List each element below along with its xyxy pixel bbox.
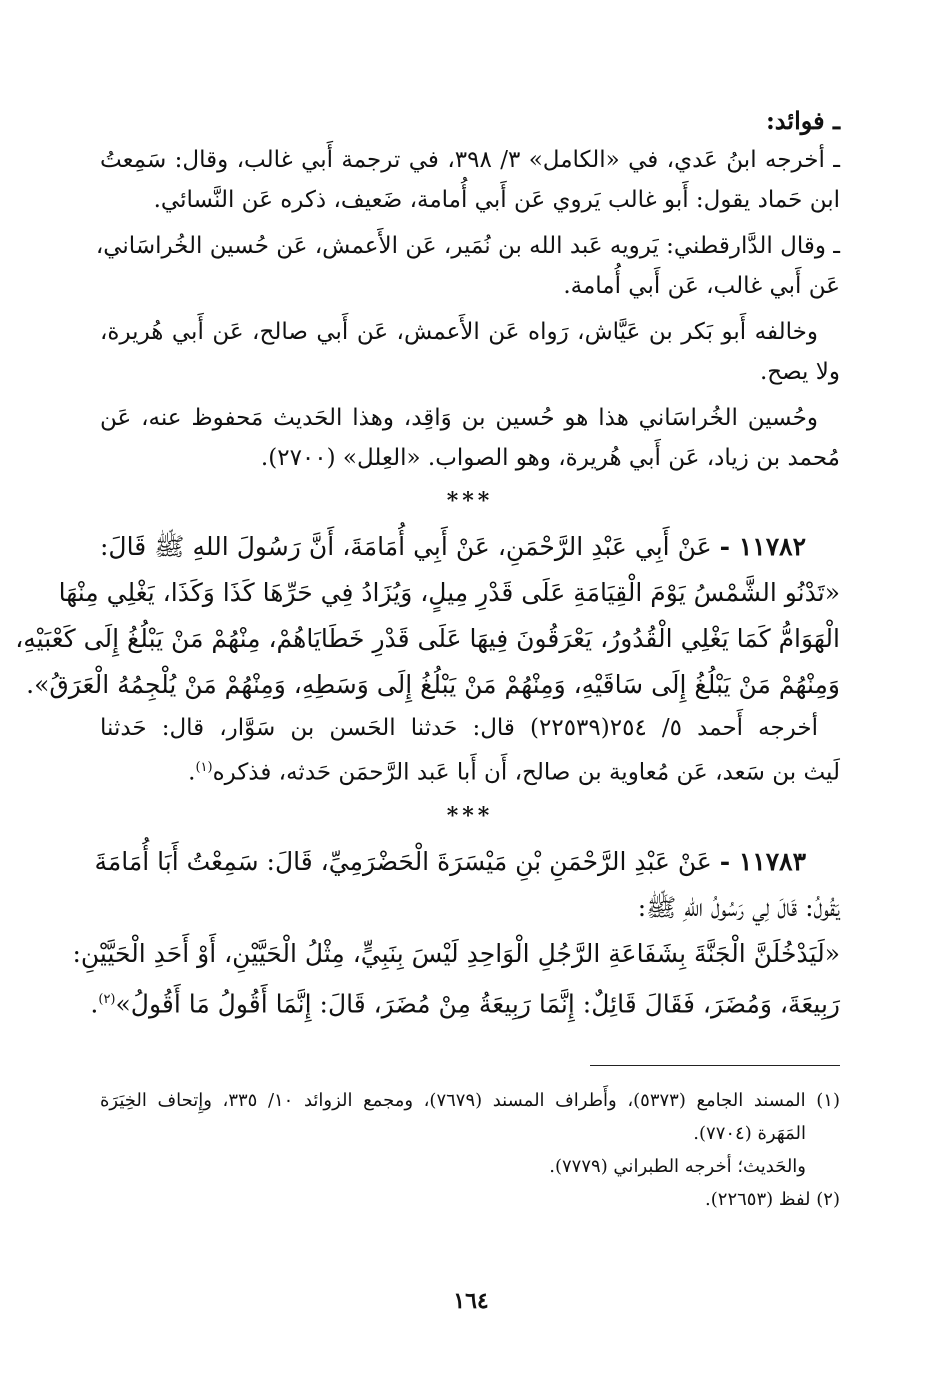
note-ibn-adi — [100, 140, 840, 220]
note-line: مُحمد بن زياد، عَن أَبي هُريرة، وهو الصواب. «العِلل» (٢٧٠٠). — [260, 445, 840, 471]
hadith-intro — [100, 524, 840, 570]
takhrij-line: أخرجه أَحمد ٥/ ٢٥٤(٢٢٥٣٩) قال: حَدثنا الحَسن بن سَوَّار، قال: حَدثنا — [100, 715, 818, 741]
takhrij-text: لَيث بن سَعد، عَن مُعاوية بن صالح، أَن أَبا عَبد الرَّحمَن حَدثه، فذكره — [212, 759, 840, 786]
note-line: ابن حَماد يقول: أَبو غالب يَروي عَن أَبي أُمامة، ضَعيف، ذكره عَن النَّسائي. — [153, 187, 840, 213]
takhrij-line: لَيث بن سَعد، عَن مُعاوية بن صالح، أَن أَبا عَبد الرَّحمَن حَدثه، فذكره$^{(١)}$. — [188, 759, 840, 786]
hadith-11783 — [72, 839, 840, 1027]
hadith-isnad: عَنْ أَبِي عَبْدِ الرَّحْمَنِ، عَنْ أَبِي أُمَامَةَ، أَنَّ رَسُولَ اللهِ ﷺ قَالَ: — [100, 532, 712, 561]
footnote-1-line: (١) المسند الجامع (٥٣٧٣)، وأَطراف المسند (٧٦٧٩)، ومجمع الزوائد ١٠/ ٣٣٥، وإِتحاف الخِيَرَة — [100, 1089, 840, 1111]
note-line: عَن أَبي غالب، عَن أَبي أُمامة. — [563, 273, 840, 299]
footnote-2: (٢) لفظ (٢٢٦٥٣). — [705, 1188, 840, 1210]
note-abu-bakr — [100, 312, 840, 392]
hadith-number: ١١٧٨٢ - — [719, 532, 806, 561]
note-line: ـ أخرجه ابنُ عَدي، في «الكامل» ٣/ ٣٩٨، في ترجمة أَبي غالب، وقال: سَمِعتُ — [100, 147, 840, 173]
separator-stars: *** — [446, 802, 494, 829]
note-husayn — [100, 398, 840, 478]
page-number: ١٦٤ — [453, 1288, 489, 1314]
footnote-ref-2[interactable]: (٢) — [98, 991, 116, 1007]
note-line: ولا يصح. — [759, 359, 840, 385]
note-daraqutni — [95, 226, 840, 306]
takhrij-11782 — [100, 708, 840, 793]
hadith-text-line: وَمِنْهُمْ مَنْ يَبْلُغُ إِلَى سَاقَيْهِ، وَمِنْهُمْ مَنْ يَبْلُغُ إِلَى وَسَطِهِ، وَمِنْهُمْ مَنْ يُلْجِمُهُ الْعَرَقُ». — [26, 670, 840, 699]
separator-stars: *** — [446, 488, 494, 514]
footnotes — [100, 1084, 840, 1216]
note-line: وحُسين الخُراسَاني هذا هو حُسين بن وَاقِد، وهذا الحَديث مَحفوظ عنه، عَن — [100, 405, 818, 431]
footnote-1-line: المَهَرة (٧٧٠٤). — [693, 1122, 806, 1144]
hadith-intro-line: يَقُولُ: قَالَ لِي رَسُولُ اللهِ ﷺ: — [637, 892, 840, 922]
note-line: وخالفه أَبو بَكر بن عَيَّاش، رَواه عَن الأَعمش، عَن أَبي صالح، عَن أَبي هُريرة، — [100, 319, 818, 345]
footnote-divider — [590, 1065, 840, 1066]
hadith-text: رَبِيعَةَ، وَمُضَرَ، فَقَالَ قَائِلٌ: إِنَّمَا رَبِيعَةُ مِنْ مُضَرَ، قَالَ: إِنَّمَا أَقُولُ مَا أَقُولُ» — [115, 988, 840, 1018]
note-line: ـ وقال الدَّارقطني: يَرويه عَبد الله بن نُمَير، عَن الأَعمش، عَن حُسين الخُراسَاني، — [95, 233, 840, 259]
hadith-number: ١١٧٨٣ - — [719, 846, 806, 876]
hadith-isnad: عَنْ عَبْدِ الرَّحْمَنِ بْنِ مَيْسَرَةَ الْحَضْرَمِيِّ، قَالَ: سَمِعْتُ أَبَا أُمَامَةَ — [94, 846, 712, 876]
footnote-ref-1[interactable]: (١) — [195, 760, 213, 775]
hadith-intro — [94, 839, 840, 885]
hadith-text-line: الْهَوَامُّ كَمَا يَغْلِي الْقُدُورُ، يَعْرَقُونَ فِيهَا عَلَى قَدْرِ خَطَايَاهُمْ، مِنْهُمْ مَنْ يَبْلُغُ إِلَى كَعْبَيْهِ، — [15, 624, 840, 653]
section-heading: ـ فوائد: — [765, 106, 840, 135]
hadith-11782 — [15, 524, 840, 708]
footnote-1-extra: والحَديث؛ أخرجه الطبراني (٧٧٧٩). — [549, 1155, 806, 1177]
hadith-text-line: «لَيَدْخُلَنَّ الْجَنَّةَ بِشَفَاعَةِ الرَّجُلِ الْوَاحِدِ لَيْسَ بِنَبِيٍّ، مِثْلُ الْحَيَّيْنِ، أَوْ أَحَدِ الْحَيَّيْنِ: — [72, 938, 840, 968]
hadith-text-line: رَبِيعَةَ، وَمُضَرَ، فَقَالَ قَائِلٌ: إِنَّمَا رَبِيعَةُ مِنْ مُضَرَ، قَالَ: إِنَّمَا أَقُولُ مَا أَقُولُ»$^{(٢)}$. — [90, 988, 840, 1018]
hadith-text-line: «تَدْنُو الشَّمْسُ يَوْمَ الْقِيَامَةِ عَلَى قَدْرِ مِيلٍ، وَيُزَادُ فِي حَرِّهَا كَذَا وَكَذَا، يَغْلِي مِنْهَا — [58, 578, 840, 607]
